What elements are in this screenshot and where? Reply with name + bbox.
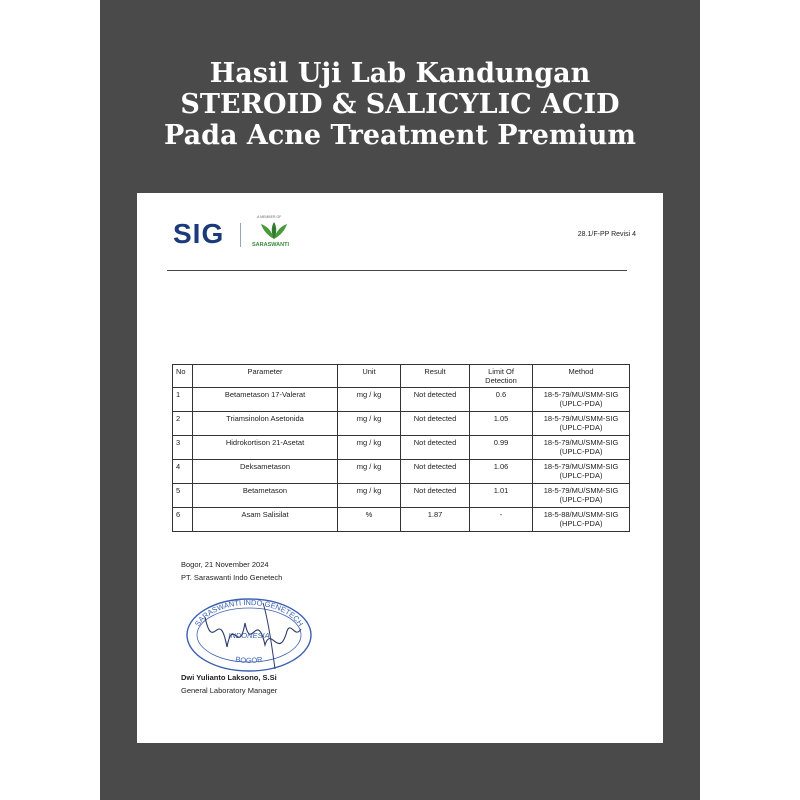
headline-line-1: Hasil Uji Lab Kandungan xyxy=(209,58,591,89)
stamp-middle-text: INDONESIA xyxy=(228,631,270,640)
cell-lod: 0.99 xyxy=(470,436,533,460)
cell-method: 18-5-79/MU/SMM-SIG (UPLC-PDA) xyxy=(533,412,630,436)
cell-method: 18-5-79/MU/SMM-SIG (UPLC-PDA) xyxy=(533,484,630,508)
cell-parameter: Betametason 17-Valerat xyxy=(193,388,338,412)
cell-unit: mg / kg xyxy=(338,436,401,460)
header-result: Result xyxy=(401,365,470,388)
table-row xyxy=(173,460,630,484)
cell-result: Not detected xyxy=(401,436,470,460)
svg-text:BOGOR xyxy=(235,655,264,665)
logo-divider xyxy=(240,223,241,247)
signatory-title: General Laboratory Manager xyxy=(181,686,278,695)
header-parameter: Parameter xyxy=(193,365,338,388)
saraswanti-logo xyxy=(249,215,299,253)
table-row xyxy=(173,508,630,532)
cell-unit: mg / kg xyxy=(338,460,401,484)
cell-unit: mg / kg xyxy=(338,412,401,436)
cell-result: Not detected xyxy=(401,412,470,436)
dark-panel xyxy=(100,0,700,800)
logo-member-text: A MEMBER OF xyxy=(257,215,282,219)
signature-company: PT. Saraswanti Indo Genetech xyxy=(181,573,283,582)
cell-no: 3 xyxy=(173,436,193,460)
headline-line-3: Pada Acne Treatment Premium xyxy=(164,120,636,151)
table-row xyxy=(173,412,630,436)
cell-result: 1.87 xyxy=(401,508,470,532)
cell-unit: mg / kg xyxy=(338,484,401,508)
cell-lod: 1.01 xyxy=(470,484,533,508)
cell-method: 18-5-79/MU/SMM-SIG (UPLC-PDA) xyxy=(533,460,630,484)
table-header-row xyxy=(173,365,630,388)
cell-parameter: Hidrokortison 21-Asetat xyxy=(193,436,338,460)
header-divider xyxy=(167,270,627,271)
lab-report-document xyxy=(137,193,663,743)
cell-result: Not detected xyxy=(401,484,470,508)
cell-parameter: Asam Salisilat xyxy=(193,508,338,532)
leaf-icon xyxy=(257,221,291,241)
cell-method: 18-5-88/MU/SMM-SIG (HPLC-PDA) xyxy=(533,508,630,532)
header-limit-of-detection: Limit Of Detection xyxy=(470,365,533,388)
cell-no: 5 xyxy=(173,484,193,508)
results-table xyxy=(172,364,630,532)
company-stamp xyxy=(183,595,315,675)
stamp-bottom-text: BOGOR xyxy=(234,654,264,666)
svg-text:SARASWANTI INDO GENETECH xyxy=(193,598,305,628)
cell-method: 18-5-79/MU/SMM-SIG (UPLC-PDA) xyxy=(533,436,630,460)
cell-lod: 1.06 xyxy=(470,460,533,484)
cell-lod: 0.6 xyxy=(470,388,533,412)
cell-result: Not detected xyxy=(401,388,470,412)
cell-no: 2 xyxy=(173,412,193,436)
logo-saraswanti-text: SARASWANTI xyxy=(252,242,289,248)
cell-no: 1 xyxy=(173,388,193,412)
header-no: No xyxy=(173,365,193,388)
cell-unit: % xyxy=(338,508,401,532)
cell-no: 4 xyxy=(173,460,193,484)
header-method: Method xyxy=(533,365,630,388)
cell-no: 6 xyxy=(173,508,193,532)
signatory-name: Dwi Yulianto Laksono, S.Si xyxy=(181,673,277,682)
cell-parameter: Deksametason xyxy=(193,460,338,484)
document-reference: 28.1/F-PP Revisi 4 xyxy=(577,231,636,238)
table-row xyxy=(173,388,630,412)
cell-unit: mg / kg xyxy=(338,388,401,412)
sig-logo: SIG xyxy=(173,218,225,249)
stamp-top-text: SARASWANTI INDO GENETECH xyxy=(192,597,306,628)
cell-method: 18-5-79/MU/SMM-SIG (UPLC-PDA) xyxy=(533,388,630,412)
table-row xyxy=(173,436,630,460)
cell-parameter: Triamsinolon Asetonida xyxy=(193,412,338,436)
cell-lod: - xyxy=(470,508,533,532)
cell-result: Not detected xyxy=(401,460,470,484)
table-row xyxy=(173,484,630,508)
cell-parameter: Betametason xyxy=(193,484,338,508)
headline-line-2: STEROID & SALICYLIC ACID xyxy=(180,89,620,120)
cell-lod: 1.05 xyxy=(470,412,533,436)
header-unit: Unit xyxy=(338,365,401,388)
page-headline xyxy=(100,58,700,151)
signature-date: Bogor, 21 November 2024 xyxy=(181,560,269,569)
